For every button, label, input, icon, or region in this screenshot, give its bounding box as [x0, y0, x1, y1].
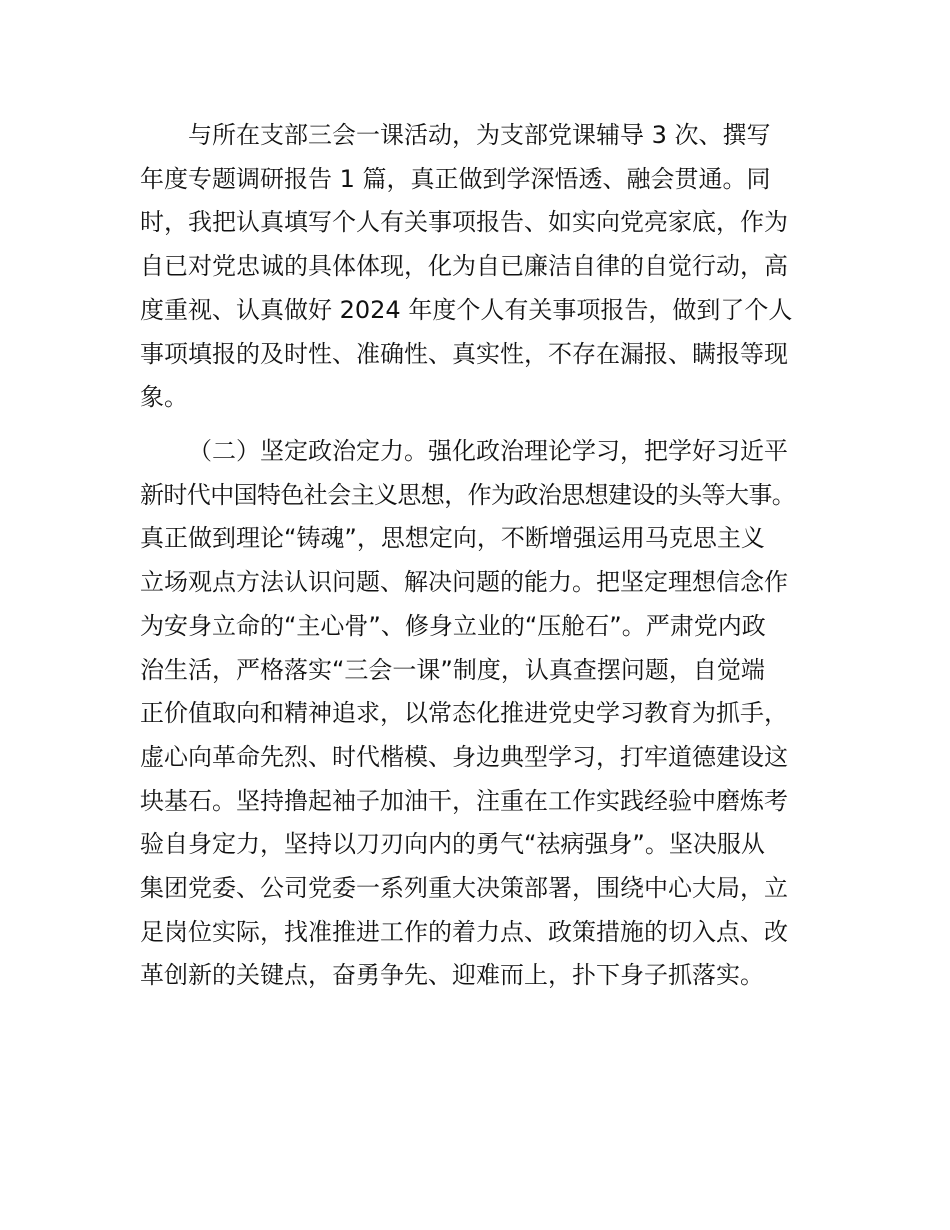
- text-line: 验自身定力，坚持以刀刃向内的勇气“祛病强身”。坚决服从: [140, 830, 765, 859]
- text-line: 足岗位实际，找准推进工作的着力点、政策措施的切入点、改: [140, 917, 788, 946]
- text-line: 自已对党忠诚的具体体现，化为自已廉洁自律的自觉行动，高: [140, 252, 788, 281]
- text-line: 立场观点方法认识问题、解决问题的能力。把坚定理想信念作: [140, 568, 788, 597]
- text-line: 与所在支部三会一课活动，为支部党课辅导 3 次、撰写: [188, 121, 771, 149]
- text-line: 新时代中国特色社会主义思想，作为政治思想建设的头等大事。: [140, 480, 796, 509]
- text-line: 块基石。坚持撸起袖子加油干，注重在工作实践经验中磨炼考: [140, 786, 788, 815]
- text-line: 事项填报的及时性、准确性、真实性，不存在漏报、瞒报等现: [140, 339, 788, 368]
- text-line: 正价值取向和精神追求，以常态化推进党史学习教育为抓手，: [140, 699, 788, 728]
- paragraph-political-focus: [140, 430, 820, 998]
- paragraph-continuation: [140, 114, 820, 420]
- text-line: 为安身立命的“主心骨”、修身立业的“压舱石”。严肃党内政: [140, 611, 766, 640]
- text-line: 虚心向革命先烈、时代楷模、身边典型学习，打牢道德建设这: [140, 742, 788, 771]
- text-line: 革创新的关键点，奋勇争先、迎难而上，扑下身子抓落实。: [140, 961, 764, 990]
- text-line: 年度专题调研报告 1 篇，真正做到学深悟透、融会贯通。同: [140, 164, 771, 193]
- text-line: 治生活，严格落实“三会一课”制度，认真查摆问题，自觉端: [140, 655, 765, 684]
- section-heading-line: （二）坚定政治定力。强化政治理论学习，把学好习近平: [188, 437, 788, 465]
- text-line: 象。: [140, 383, 188, 412]
- text-line: 度重视、认真做好 2024 年度个人有关事项报告，做到了个人: [140, 295, 793, 324]
- text-line: 真正做到理论“铸魂”，思想定向，不断增强运用马克思主义: [140, 524, 765, 553]
- text-line: 时，我把认真填写个人有关事项报告、如实向党亮家底，作为: [140, 208, 788, 237]
- text-line: 集团党委、公司党委一系列重大决策部署，围绕中心大局，立: [140, 874, 788, 903]
